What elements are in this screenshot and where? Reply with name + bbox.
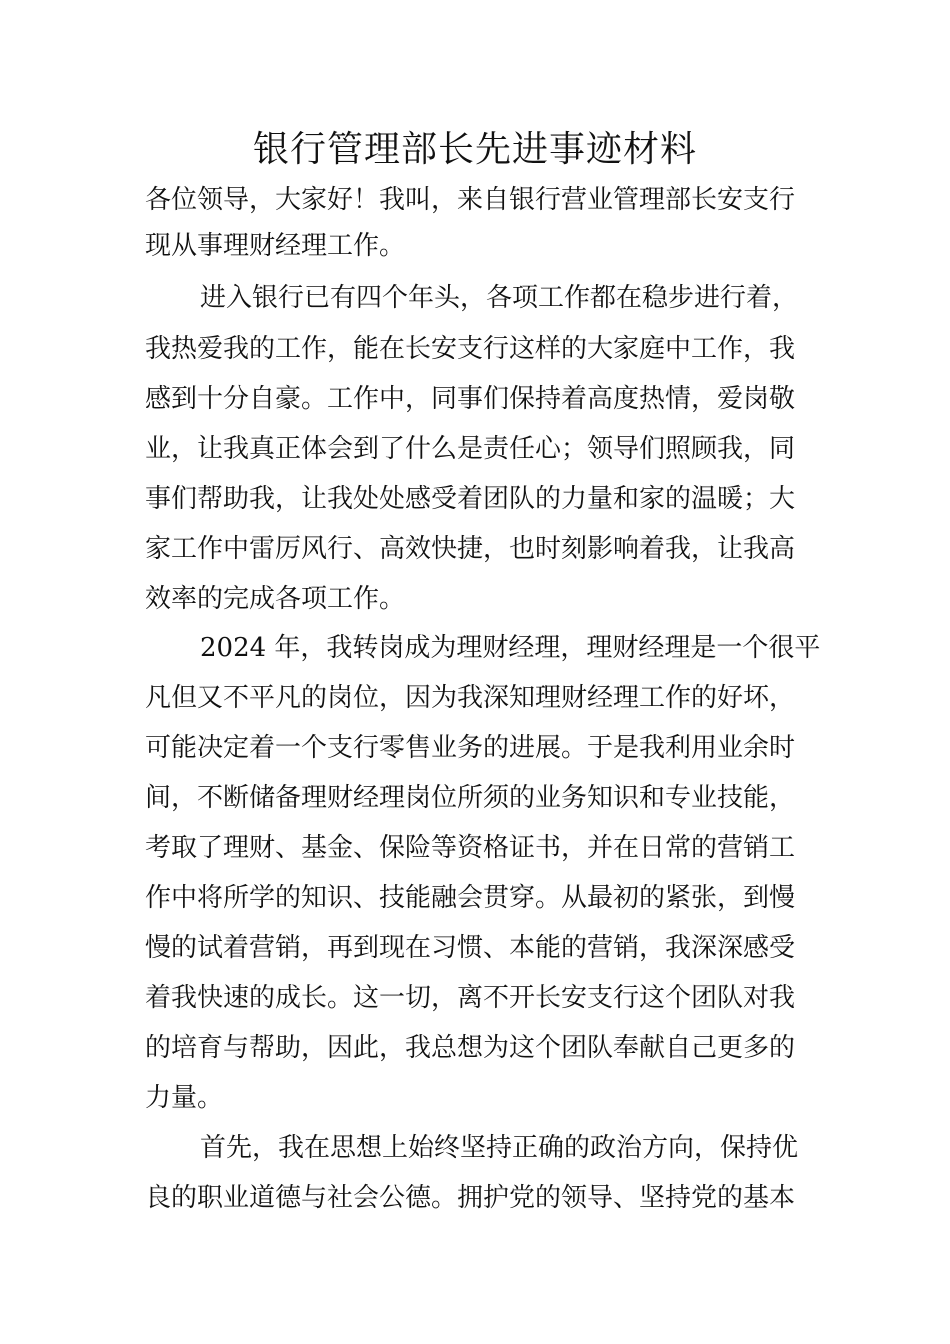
text-line: 业，让我真正体会到了什么是责任心；领导们照顾我，同 (145, 434, 796, 464)
text-line: 慢的试着营销，再到现在习惯、本能的营销，我深深感受 (145, 933, 796, 963)
text-line: 家工作中雷厉风行、高效快捷，也时刻影响着我，让我高 (145, 534, 796, 564)
text-line: 进入银行已有四个年头，各项工作都在稳步进行着， (200, 283, 799, 313)
text-line: 凡但又不平凡的岗位，因为我深知理财经理工作的好坏， (145, 683, 796, 713)
document-title: 银行管理部长先进事迹材料 (252, 129, 697, 170)
text-line: 力量。 (145, 1083, 224, 1113)
text-line: 可能决定着一个支行零售业务的进展。于是我利用业余时 (145, 733, 796, 763)
text-line: 间，不断储备理财经理岗位所须的业务知识和专业技能， (145, 783, 796, 813)
text-line: 考取了理财、基金、保险等资格证书，并在日常的营销工 (145, 833, 796, 863)
text-line: 首先，我在思想上始终坚持正确的政治方向，保持优 (200, 1133, 799, 1163)
text-line: 着我快速的成长。这一切，离不开长安支行这个团队对我 (145, 983, 796, 1013)
text-line: 作中将所学的知识、技能融会贯穿。从最初的紧张，到慢 (145, 883, 796, 913)
text-line: 事们帮助我，让我处处感受着团队的力量和家的温暖；大 (145, 484, 796, 514)
text-line: 现从事理财经理工作。 (145, 231, 406, 261)
text-line: 的培育与帮助，因此，我总想为这个团队奉献自己更多的 (145, 1033, 796, 1063)
text-line: 各位领导，大家好！我叫，来自银行营业管理部长安支行 (145, 185, 796, 215)
text-line: 良的职业道德与社会公德。拥护党的领导、坚持党的基本 (145, 1183, 796, 1213)
text-line: 2024 年，我转岗成为理财经理，理财经理是一个很平 (200, 633, 821, 663)
text-line: 感到十分自豪。工作中，同事们保持着高度热情，爱岗敬 (145, 384, 796, 414)
text-line: 我热爱我的工作，能在长安支行这样的大家庭中工作，我 (145, 334, 796, 364)
text-line: 效率的完成各项工作。 (145, 584, 406, 614)
